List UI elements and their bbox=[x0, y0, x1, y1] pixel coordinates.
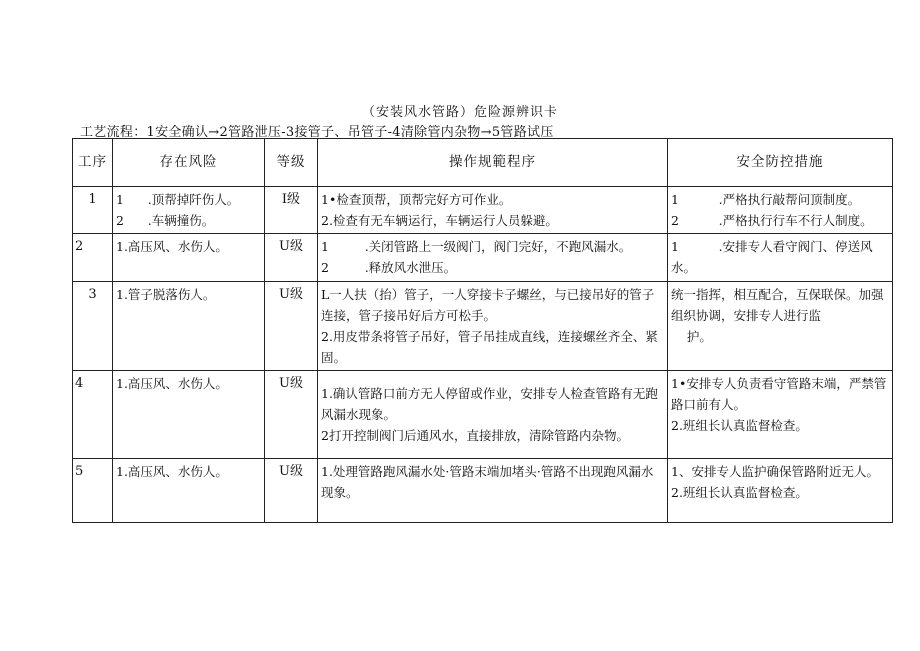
step-number: 1 bbox=[73, 187, 113, 234]
header-grade: 等级 bbox=[265, 139, 318, 187]
procedure-item: 2 .释放风水泄压。 bbox=[321, 260, 457, 275]
procedure-item: 1•检查顶帮，顶帮完好方可作业。 bbox=[321, 192, 512, 207]
grade-cell: U级 bbox=[265, 371, 318, 459]
measure-item: 1 .安排专人看守阀门、停送风水。 bbox=[671, 239, 873, 275]
document-title: （安装风水管路）危险源辨识卡 bbox=[361, 105, 558, 120]
procedure-item: 2.检查有无车辆运行，车辆运行人员躲避。 bbox=[321, 213, 558, 228]
risk-cell bbox=[113, 282, 265, 371]
measure-cell bbox=[668, 282, 893, 371]
measure-cell bbox=[668, 234, 893, 282]
process-flow: 工艺流程：1安全确认→2管路泄压-3接管子、吊管子-4清除管内杂物→5管路试压 bbox=[80, 125, 554, 140]
step-number: 4 bbox=[73, 371, 113, 459]
step-number: 2 bbox=[73, 234, 113, 282]
risk-cell bbox=[113, 234, 265, 282]
header-measures: 安全防控措施 bbox=[668, 139, 893, 187]
risk-item: 1 .顶帮掉阡伤人。 bbox=[116, 192, 240, 207]
procedure-item: 1.处理管路跑风漏水处·管路末端加堵头·管路不出现跑风漏水现象。 bbox=[321, 464, 654, 500]
risk-item: 1.高压风、水伤人。 bbox=[116, 376, 228, 391]
table-row bbox=[73, 459, 893, 523]
table-row bbox=[73, 371, 893, 459]
measure-item: 2.班组长认真监督检查。 bbox=[671, 485, 808, 500]
grade-cell: I级 bbox=[265, 187, 318, 234]
table-row bbox=[73, 187, 893, 234]
measure-item: 1 .严格执行敲帮问顶制度。 bbox=[671, 192, 861, 207]
measure-cell bbox=[668, 371, 893, 459]
measure-clip bbox=[671, 236, 889, 278]
measure-item: 护。 bbox=[671, 329, 712, 344]
risk-item: 1.管子脱落伤人。 bbox=[116, 287, 216, 302]
measure-cell bbox=[668, 187, 893, 234]
header-step: 工序 bbox=[73, 139, 113, 187]
hazard-table bbox=[72, 138, 893, 523]
procedure-item: 2.用皮带条将管子吊好，管子吊挂成直线，连接螺丝齐全、紧固。 bbox=[321, 329, 658, 365]
measure-item: 2 .严格执行行车不行人制度。 bbox=[671, 213, 873, 228]
table-header-row bbox=[73, 139, 893, 187]
table-row bbox=[73, 282, 893, 371]
risk-cell bbox=[113, 371, 265, 459]
grade-cell: U级 bbox=[265, 282, 318, 371]
risk-item: 1.高压风、水伤人。 bbox=[116, 239, 228, 254]
header-risk: 存在风险 bbox=[113, 139, 265, 187]
procedure-item: L一人扶（抬）管子，一人穿接卡子螺丝，与已接吊好的管子连接，管子接吊好后方可松手。 bbox=[321, 287, 655, 323]
measure-item: 2.班组长认真监督检查。 bbox=[671, 418, 808, 433]
procedure-cell bbox=[318, 282, 668, 371]
procedure-item: 1.确认管路口前方无人停留或作业，安排专人检查管路有无跑风漏水现象。 bbox=[321, 386, 658, 422]
grade-cell: U级 bbox=[265, 234, 318, 282]
procedure-cell bbox=[318, 371, 668, 459]
procedure-cell bbox=[318, 187, 668, 234]
risk-cell bbox=[113, 187, 265, 234]
risk-item: 1.高压风、水伤人。 bbox=[116, 464, 228, 479]
header-procedure: 操作规範程序 bbox=[318, 139, 668, 187]
measure-item: 1•安排专人负责看守管路末端，严禁管路口前有人。 bbox=[671, 376, 887, 412]
step-number: 5 bbox=[73, 459, 113, 523]
risk-cell bbox=[113, 459, 265, 523]
procedure-item: 1 .关闭管路上一级阀门，阀门完好，不跑风漏水。 bbox=[321, 239, 632, 254]
grade-cell: U级 bbox=[265, 459, 318, 523]
table-row bbox=[73, 234, 893, 282]
procedure-cell bbox=[318, 459, 668, 523]
measure-item: 1、安排专人监护确保管路附近无人。 bbox=[671, 464, 879, 479]
measure-item: 统一指挥，相互配合，互保联保。加强组织协调，安排专人进行监 bbox=[671, 287, 884, 323]
step-number: 3 bbox=[73, 282, 113, 371]
procedure-item: 2打开控制阀门后通风水，直接排放，清除管路内杂物。 bbox=[321, 428, 629, 443]
procedure-cell bbox=[318, 234, 668, 282]
risk-item: 2 .车辆撞伤。 bbox=[116, 213, 215, 228]
measure-cell bbox=[668, 459, 893, 523]
